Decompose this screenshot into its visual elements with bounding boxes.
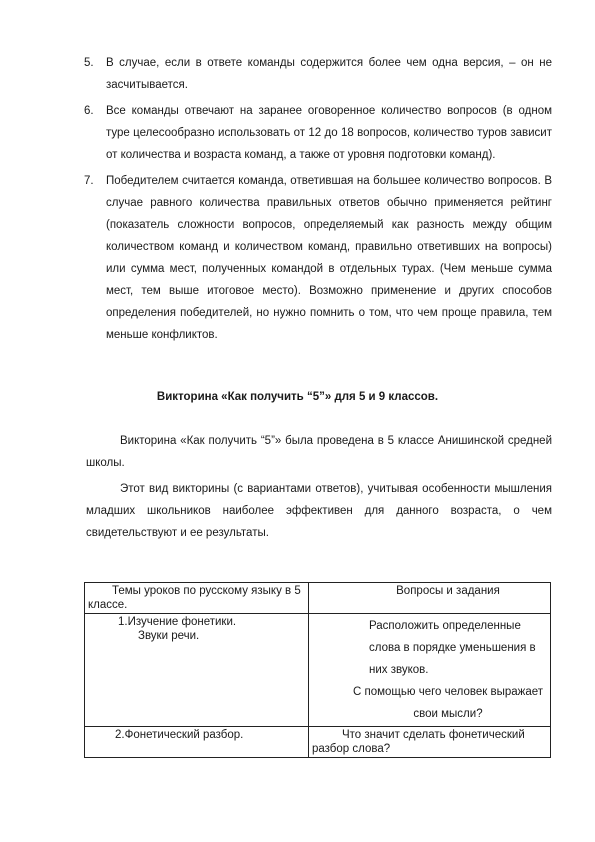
- table-cell-tasks: [309, 614, 551, 727]
- table-header-questions: Вопросы и задания: [309, 583, 551, 614]
- table-row: [85, 727, 551, 758]
- topic-subtitle: Звуки речи.: [138, 630, 200, 642]
- table-cell-tasks: [309, 727, 551, 758]
- list-item: [0, 52, 595, 96]
- list-item: [0, 170, 595, 346]
- rules-list: [0, 52, 595, 350]
- section-heading: Викторина «Как получить “5”» для 5 и 9 классов.: [156, 391, 439, 403]
- table-cell-topic: 2.Фонетический разбор.: [85, 727, 309, 758]
- table-cell-topic: [85, 614, 309, 727]
- list-item-number: 7.: [84, 175, 94, 187]
- list-item-text: Все команды отвечают на заранее оговоренное количество вопросов (в одном туре целесообразно использовать от 12 до 18 вопросов, количество туров зависит от количества и возраста команд, а также от уровня подготовки команд).: [106, 105, 552, 161]
- list-item: [0, 100, 595, 166]
- task-text: разбор слова?: [312, 743, 391, 755]
- body-paragraph: Викторина «Как получить “5”» была проведена в 5 классе Анишинской средней школы.: [86, 435, 552, 469]
- list-item-number: 6.: [84, 105, 94, 117]
- task-text: Расположить определенные слова в порядке уменьшения в них звуков.: [369, 620, 536, 676]
- table-header-row: [85, 583, 551, 614]
- list-item-text: В случае, если в ответе команды содержится более чем одна версия, – он не засчитывается.: [106, 57, 552, 91]
- list-item-text: Победителем считается команда, ответившая на большее количество вопросов. В случае равного количества правильных ответов обычно применяется рейтинг (показатель сложности вопросов, определяемый как разность между общим количеством команд и количеством команд, правильно ответивших на вопросы) или сумма мест, полученных командой в отдельных турах. (Чем меньше сумма мест, тем выше итоговое место). Возможно применение и других способов определения победителей, но нужно помнить о том, что чем проще правила, тем меньше конфликтов.: [106, 175, 552, 341]
- table-header-topics: Темы уроков по русскому языку в 5 классе.: [85, 583, 309, 614]
- body-paragraph: Этот вид викторины (с вариантами ответов), учитывая особенности мышления младших школьников наиболее эффективен для данного возраста, о чем свидетельствуют и ее результаты.: [86, 483, 552, 539]
- task-text: Что значит сделать фонетический: [342, 729, 525, 741]
- list-item-number: 5.: [84, 57, 94, 69]
- lessons-table: [84, 582, 551, 758]
- task-text: С помощью чего человек выражает свои мысли?: [353, 686, 543, 720]
- table-row: [85, 614, 551, 727]
- topic-title: 1.Изучение фонетики.: [118, 616, 237, 628]
